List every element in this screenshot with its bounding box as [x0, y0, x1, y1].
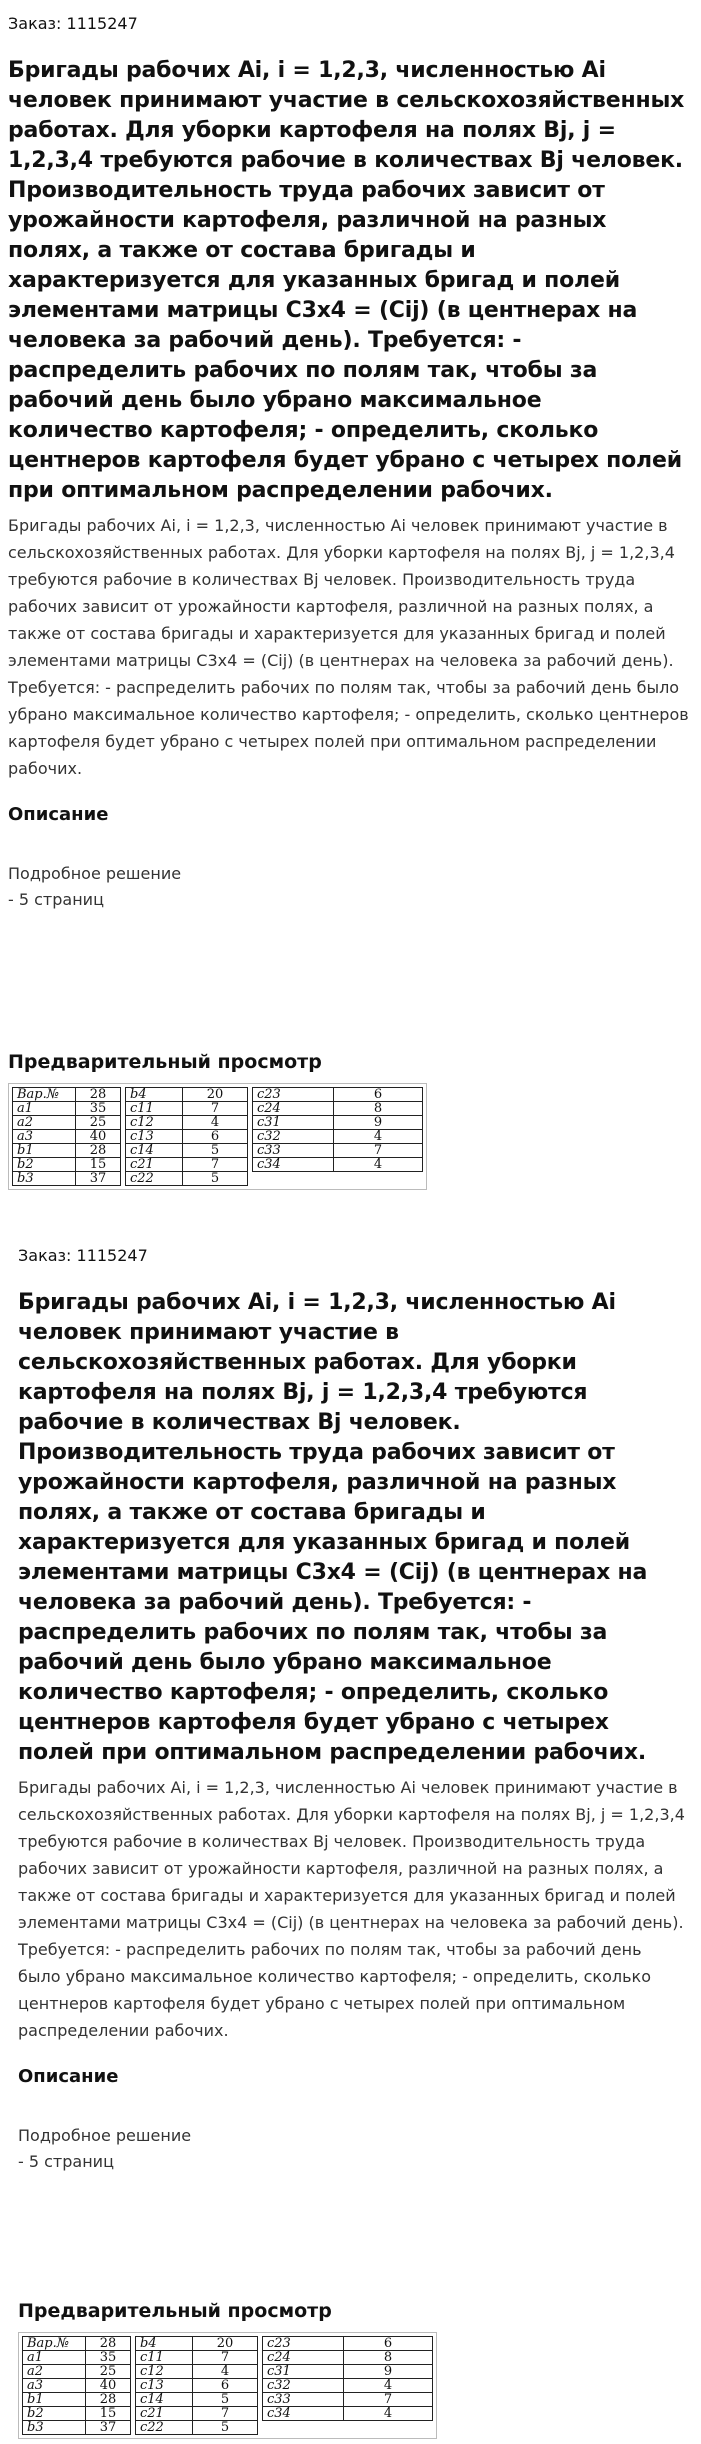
- table-cell-value: 37: [76, 1172, 121, 1186]
- description-heading: Описание: [8, 804, 109, 825]
- table-cell-value: 4: [334, 1158, 423, 1172]
- table-cell-label: c22: [126, 1172, 183, 1186]
- table-cell-value: 28: [76, 1088, 121, 1102]
- table-cell-value: 4: [193, 2365, 258, 2379]
- table-cell-value: 15: [76, 1158, 121, 1172]
- order-label: Заказ: 1115247: [8, 14, 138, 33]
- table-cell-value: 6: [334, 1088, 423, 1102]
- table-cell-value: 7: [344, 2393, 433, 2407]
- table-cell-label: a3: [23, 2379, 86, 2393]
- table-cell-value: 35: [86, 2351, 131, 2365]
- detail-line-2: - 5 страниц: [18, 2152, 114, 2171]
- preview-table-2: [125, 1087, 248, 1186]
- table-cell-label: c12: [136, 2365, 193, 2379]
- table-cell-label: c32: [253, 1130, 334, 1144]
- table-cell-label: c11: [136, 2351, 193, 2365]
- table-cell-value: 8: [344, 2351, 433, 2365]
- table-cell-label: c33: [263, 2393, 344, 2407]
- detail-line-1: Подробное решение: [18, 2126, 192, 2145]
- table-cell-value: 4: [344, 2407, 433, 2421]
- table-cell-value: 40: [76, 1130, 121, 1144]
- table-cell-value: 40: [86, 2379, 131, 2393]
- table-cell-label: a2: [23, 2365, 86, 2379]
- table-cell-value: 6: [344, 2337, 433, 2351]
- preview-image[interactable]: [18, 2332, 437, 2439]
- order-label: Заказ: 1115247: [18, 1246, 148, 1265]
- table-cell-value: 28: [76, 1144, 121, 1158]
- table-cell-label: c14: [136, 2393, 193, 2407]
- table-cell-label: c31: [263, 2365, 344, 2379]
- table-cell-value: 20: [193, 2337, 258, 2351]
- table-cell-label: a1: [23, 2351, 86, 2365]
- preview-table-1: [22, 2336, 131, 2435]
- table-cell-value: 5: [183, 1144, 248, 1158]
- table-cell-value: 7: [183, 1158, 248, 1172]
- table-cell-label: Вар.№: [23, 2337, 86, 2351]
- table-cell-label: Вар.№: [13, 1088, 76, 1102]
- table-cell-label: a1: [13, 1102, 76, 1116]
- table-cell-label: c24: [263, 2351, 344, 2365]
- table-cell-label: c22: [136, 2421, 193, 2435]
- table-cell-value: 28: [86, 2393, 131, 2407]
- table-cell-label: b1: [13, 1144, 76, 1158]
- table-cell-value: 8: [334, 1102, 423, 1116]
- table-cell-label: b2: [23, 2407, 86, 2421]
- table-cell-value: 4: [334, 1130, 423, 1144]
- product-description: Бригады рабочих Ai, i = 1,2,3, численностью Ai человек принимают участие в сельскохозяйственных работах. Для уборки картофеля на полях Bj, j = 1,2,3,4 требуются рабочие в количествах Bj человек. Производительность труда рабочих зависит от урожайности картофеля, различной на разных полях, а также от состава бригады и характеризуется для указанных бригад и полей элементами матрицы C3x4 = (Cij) (в центнерах на человека за рабочий день). Требуется: - распределить рабочих по полям так, чтобы за рабочий день было убрано максимальное количество картофеля; - определить, сколько центнеров картофеля будет убрано с четырех полей при оптимальном распределении рабочих.: [18, 1778, 685, 2040]
- table-cell-value: 25: [76, 1116, 121, 1130]
- table-cell-label: a3: [13, 1130, 76, 1144]
- table-cell-value: 28: [86, 2337, 131, 2351]
- table-cell-label: c14: [126, 1144, 183, 1158]
- table-cell-label: c31: [253, 1116, 334, 1130]
- table-cell-label: b3: [23, 2421, 86, 2435]
- table-cell-label: c34: [263, 2407, 344, 2421]
- preview-table-1: [12, 1087, 121, 1186]
- table-cell-label: c21: [126, 1158, 183, 1172]
- table-cell-value: 37: [86, 2421, 131, 2435]
- table-cell-label: c11: [126, 1102, 183, 1116]
- table-cell-label: b1: [23, 2393, 86, 2407]
- table-cell-label: c13: [126, 1130, 183, 1144]
- table-cell-label: b4: [126, 1088, 183, 1102]
- product-title: Бригады рабочих Ai, i = 1,2,3, численностью Ai человек принимают участие в сельскохозяйственных работах. Для уборки картофеля на полях Bj, j = 1,2,3,4 требуются рабочие в количествах Bj человек. Производительность труда рабочих зависит от урожайности картофеля, различной на разных полях, а также от состава бригады и характеризуется для указанных бригад и полей элементами матрицы C3x4 = (Cij) (в центнерах на человека за рабочий день). Требуется: - распределить рабочих по полям так, чтобы за рабочий день было убрано максимальное количество картофеля; - определить, сколько центнеров картофеля будет убрано с четырех полей при оптимальном распределении рабочих.: [18, 1290, 648, 1765]
- table-cell-label: c13: [136, 2379, 193, 2393]
- table-cell-label: c12: [126, 1116, 183, 1130]
- table-cell-value: 5: [193, 2393, 258, 2407]
- preview-table-3: [262, 2336, 433, 2421]
- table-cell-value: 4: [183, 1116, 248, 1130]
- listing-block-2: [0, 1238, 701, 2444]
- table-cell-value: 20: [183, 1088, 248, 1102]
- table-cell-value: 7: [193, 2351, 258, 2365]
- table-cell-value: 6: [193, 2379, 258, 2393]
- table-cell-label: c32: [263, 2379, 344, 2393]
- table-cell-value: 5: [183, 1172, 248, 1186]
- table-cell-value: 9: [344, 2365, 433, 2379]
- table-cell-value: 9: [334, 1116, 423, 1130]
- table-cell-value: 5: [193, 2421, 258, 2435]
- table-cell-label: c24: [253, 1102, 334, 1116]
- product-title: Бригады рабочих Ai, i = 1,2,3, численностью Ai человек принимают участие в сельскохозяйственных работах. Для уборки картофеля на полях Bj, j = 1,2,3,4 требуются рабочие в количествах Bj человек. Производительность труда рабочих зависит от урожайности картофеля, различной на разных полях, а также от состава бригады и характеризуется для указанных бригад и полей элементами матрицы C3x4 = (Cij) (в центнерах на человека за рабочий день). Требуется: - распределить рабочих по полям так, чтобы за рабочий день было убрано максимальное количество картофеля; - определить, сколько центнеров картофеля будет убрано с четырех полей при оптимальном распределении рабочих.: [8, 58, 685, 503]
- table-cell-value: 7: [193, 2407, 258, 2421]
- description-heading: Описание: [18, 2066, 119, 2087]
- table-cell-value: 4: [344, 2379, 433, 2393]
- table-cell-value: 25: [86, 2365, 131, 2379]
- detail-line-1: Подробное решение: [8, 864, 182, 883]
- preview-table-3: [252, 1087, 423, 1172]
- table-cell-label: b2: [13, 1158, 76, 1172]
- table-cell-label: b4: [136, 2337, 193, 2351]
- table-cell-value: 7: [334, 1144, 423, 1158]
- table-cell-value: 35: [76, 1102, 121, 1116]
- table-cell-label: a2: [13, 1116, 76, 1130]
- preview-heading: Предварительный просмотр: [8, 1051, 322, 1073]
- table-cell-value: 15: [86, 2407, 131, 2421]
- table-cell-value: 7: [183, 1102, 248, 1116]
- table-cell-value: 6: [183, 1130, 248, 1144]
- preview-table-2: [135, 2336, 258, 2435]
- preview-heading: Предварительный просмотр: [18, 2300, 332, 2322]
- table-cell-label: c34: [253, 1158, 334, 1172]
- table-cell-label: c23: [263, 2337, 344, 2351]
- product-description: Бригады рабочих Ai, i = 1,2,3, численностью Ai человек принимают участие в сельскохозяйственных работах. Для уборки картофеля на полях Bj, j = 1,2,3,4 требуются рабочие в количествах Bj человек. Производительность труда рабочих зависит от урожайности картофеля, различной на разных полях, а также от состава бригады и характеризуется для указанных бригад и полей элементами матрицы C3x4 = (Cij) (в центнерах на человека за рабочий день). Требуется: - распределить рабочих по полям так, чтобы за рабочий день было убрано максимальное количество картофеля; - определить, сколько центнеров картофеля будет убрано с четырех полей при оптимальном распределении рабочих.: [8, 516, 689, 778]
- table-cell-label: c33: [253, 1144, 334, 1158]
- preview-image[interactable]: [8, 1083, 427, 1190]
- table-cell-label: c21: [136, 2407, 193, 2421]
- detail-line-2: - 5 страниц: [8, 890, 104, 909]
- table-cell-label: b3: [13, 1172, 76, 1186]
- table-cell-label: c23: [253, 1088, 334, 1102]
